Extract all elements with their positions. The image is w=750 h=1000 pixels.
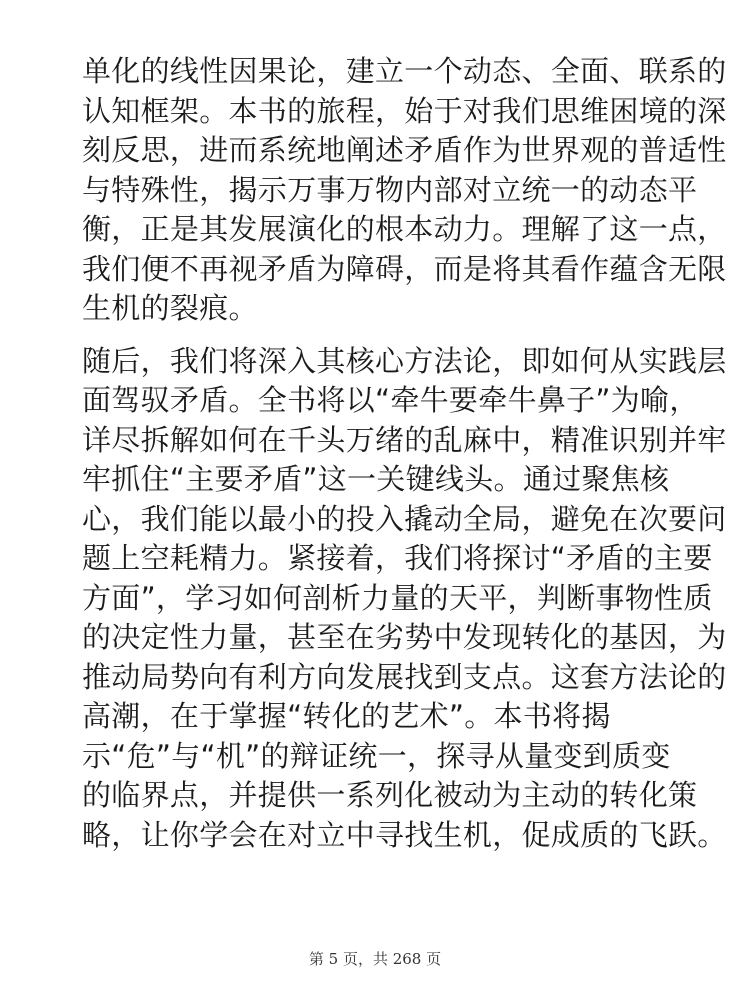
text-line: 刻反思，进而系统地阐述矛盾作为世界观的普适性	[82, 133, 727, 167]
text-line: 生机的裂痕。	[82, 291, 258, 325]
text-line: 的临界点，并提供一系列化被动为主动的转化策	[82, 778, 698, 812]
text-line: 的决定性力量，甚至在劣势中发现转化的基因，为	[82, 620, 727, 654]
text-line: 衡，正是其发展演化的根本动力。理解了这一点，	[82, 212, 727, 246]
text-line: 推动局势向有利方向发展找到支点。这套方法论的	[82, 659, 727, 694]
text-line: 单化的线性因果论，建立一个动态、全面、联系的	[82, 54, 727, 88]
text-line: 与特殊性，揭示万事万物内部对立统一的动态平	[82, 172, 698, 207]
document-body	[82, 52, 727, 868]
text-line: 详尽拆解如何在千头万绪的乱麻中，精准识别并牢	[82, 422, 727, 457]
text-line: 题上空耗精力。紧接着，我们将探讨“矛盾的主要	[82, 541, 713, 575]
text-line: 心，我们能以最小的投入撬动全局，避免在次要问	[82, 501, 727, 536]
text-line: 面驾驭矛盾。全书将以“牵牛要牵牛鼻子”为喻，	[82, 383, 699, 417]
paragraph-1	[82, 52, 727, 329]
text-line: 示“危”与“机”的辩证统一，探寻从量变到质变	[82, 738, 671, 773]
paragraph-2	[82, 342, 727, 856]
text-line: 认知框架。本书的旅程，始于对我们思维困境的深	[82, 93, 727, 128]
text-line: 高潮，在于掌握“转化的艺术”。本书将揭	[82, 699, 611, 733]
text-line: 随后，我们将深入其核心方法论，即如何从实践层	[82, 343, 727, 378]
text-line: 方面”，学习如何剖析力量的天平，判断事物性质	[82, 580, 713, 615]
page-number-footer: 第 5 页，共 268 页	[308, 950, 442, 968]
text-line: 略，让你学会在对立中寻找生机，促成质的飞跃。	[82, 817, 727, 852]
text-line: 我们便不再视矛盾为障碍，而是将其看作蕴含无限	[82, 251, 727, 286]
text-line: 牢抓住“主要矛盾”这一关键线头。通过聚焦核	[82, 462, 670, 496]
